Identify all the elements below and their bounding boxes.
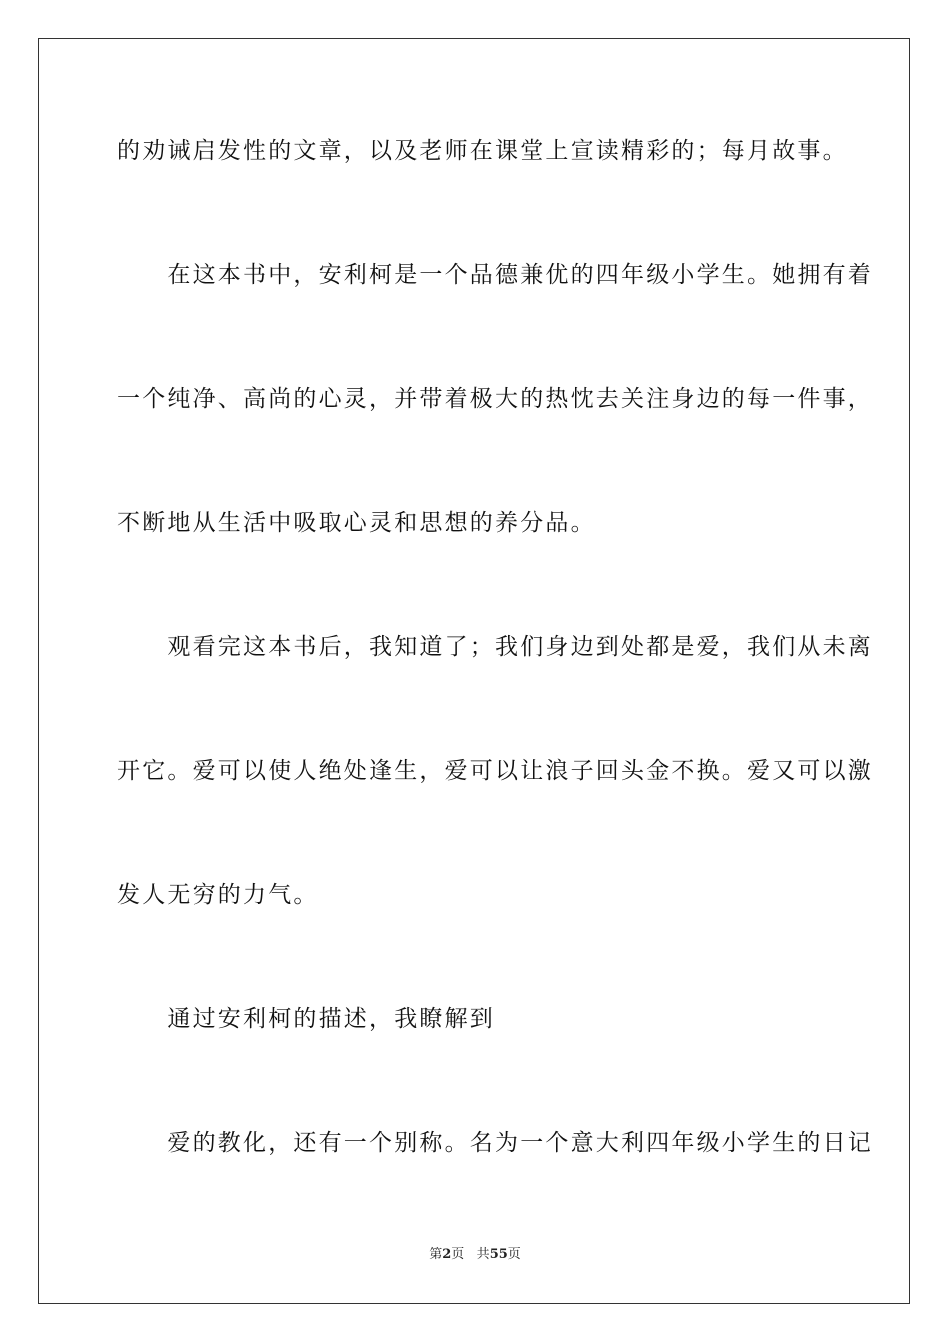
page-suffix: 页 [451, 1247, 465, 1262]
body-text-line: 观看完这本书后，我知道了；我们身边到处都是爱，我们从未离 [117, 634, 873, 660]
page-number: 2 [442, 1247, 452, 1262]
page-footer [0, 1246, 950, 1264]
total-pages: 55 [489, 1247, 508, 1262]
body-text-line: 不断地从生活中吸取心灵和思想的养分品。 [117, 510, 596, 536]
total-prefix: 共 [476, 1247, 490, 1262]
page-prefix: 第 [429, 1247, 443, 1262]
body-text-line: 发人无穷的力气。 [117, 882, 319, 908]
page-border [38, 38, 910, 1304]
body-text-line: 一个纯净、高尚的心灵，并带着极大的热忱去关注身边的每一件事， [117, 386, 873, 412]
body-text-line: 开它。爱可以使人绝处逢生，爱可以让浪子回头金不换。爱又可以激 [117, 758, 873, 784]
total-suffix: 页 [507, 1247, 521, 1262]
body-text-line: 的劝诫启发性的文章，以及老师在课堂上宣读精彩的；每月故事。 [117, 138, 848, 164]
body-text-line: 爱的教化，还有一个别称。名为一个意大利四年级小学生的日记 [117, 1130, 873, 1156]
body-text-line: 在这本书中，安利柯是一个品德兼优的四年级小学生。她拥有着 [117, 262, 873, 288]
body-text-line: 通过安利柯的描述，我瞭解到 [117, 1006, 495, 1032]
